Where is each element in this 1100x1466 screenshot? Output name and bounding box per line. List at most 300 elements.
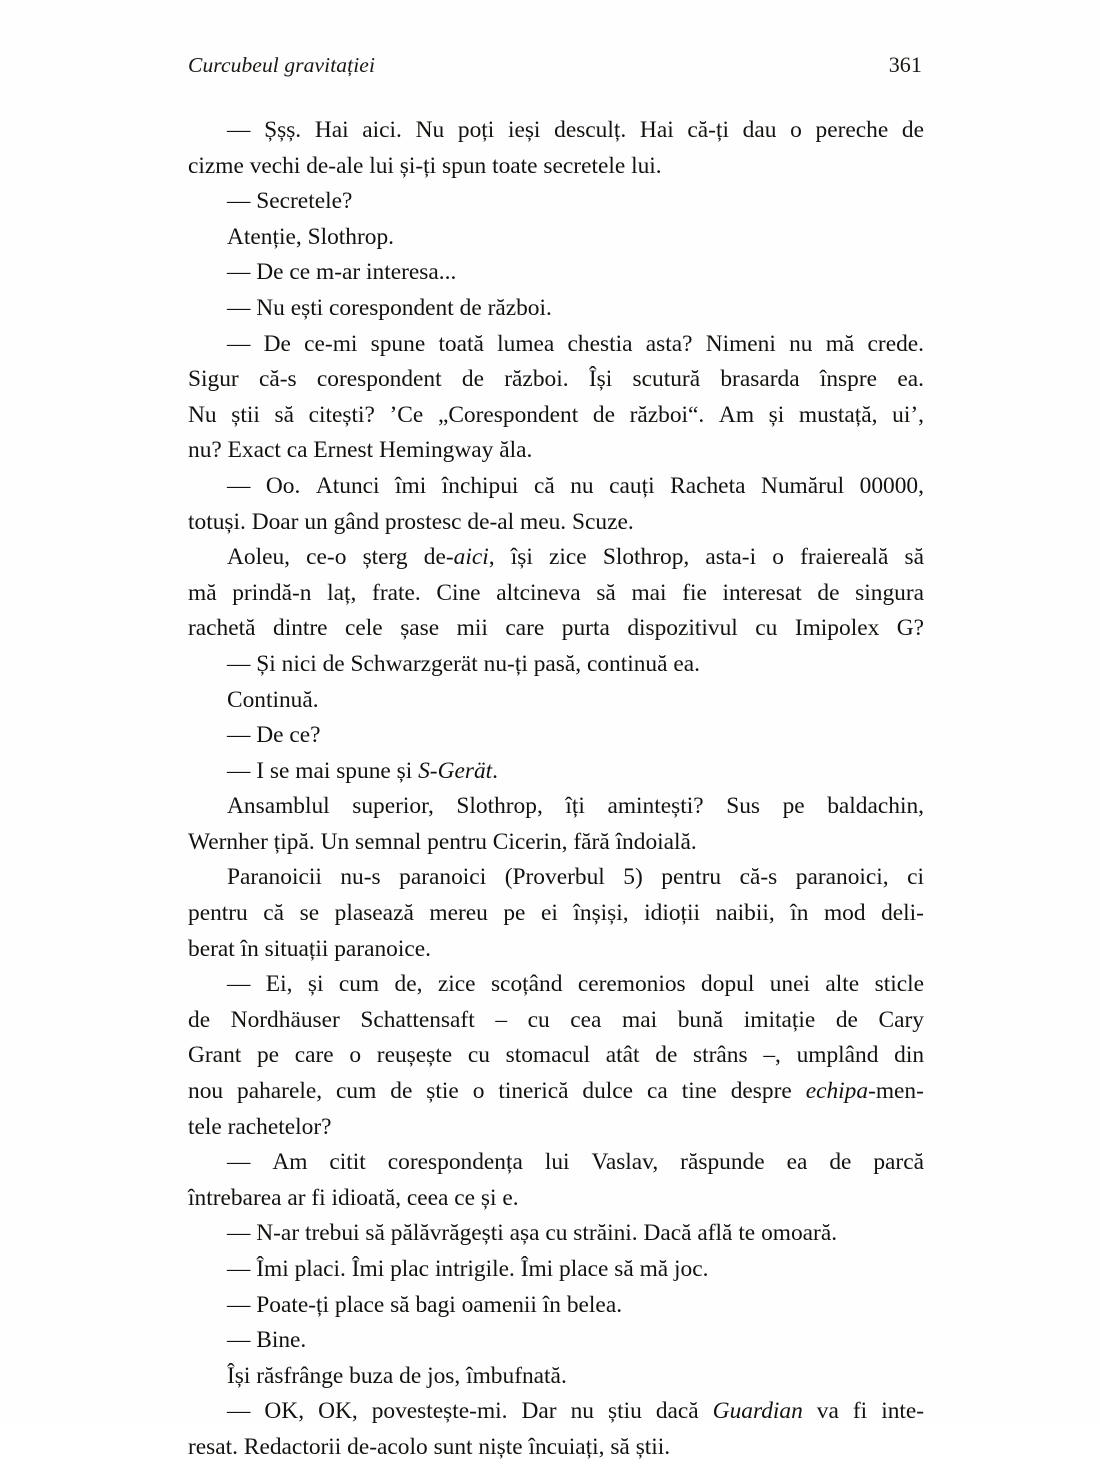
text-word: de: [322, 650, 345, 677]
text-word: nu?: [188, 437, 222, 464]
word-space: [878, 398, 893, 434]
word-space: [279, 1038, 295, 1074]
text-word: Slothrop.: [307, 223, 394, 250]
text-word: Imipolex: [794, 615, 880, 642]
text-word: mă: [639, 1256, 669, 1282]
text-word: o: [472, 1078, 485, 1105]
text-line: [188, 789, 924, 825]
text-word: se: [299, 900, 320, 927]
text-word: de: [459, 294, 482, 321]
text-word: desculț.: [554, 117, 627, 143]
word-space: [700, 896, 716, 932]
text-line: [188, 576, 924, 612]
text-word: bună: [677, 1006, 724, 1033]
text-word: Îmi: [256, 1256, 289, 1282]
line-text: [227, 687, 319, 713]
text-word: —: [227, 294, 251, 321]
emphasis: Guardian: [712, 1398, 803, 1425]
text-word: tine: [681, 1078, 717, 1105]
text-word: Aoleu,: [227, 544, 291, 571]
text-word: îndoială.: [615, 828, 697, 855]
word-space: [304, 1394, 318, 1430]
text-line: [188, 896, 924, 932]
text-word: meu.: [520, 508, 567, 535]
word-space: [361, 1038, 377, 1074]
text-word: ea.: [673, 650, 700, 677]
text-word: fi: [852, 1398, 868, 1425]
text-word: că: [263, 900, 285, 927]
word-space: [717, 1074, 731, 1110]
text-word: ca: [647, 1078, 668, 1105]
text-line: [188, 967, 924, 1003]
text-word: —: [227, 971, 251, 998]
emphasis: S-Gerät: [418, 757, 493, 784]
text-line: [188, 149, 924, 185]
text-word: o: [772, 544, 784, 571]
text-word: îți: [565, 793, 585, 820]
text-word: răspunde: [680, 1149, 765, 1176]
word-space: [223, 1074, 237, 1110]
text-word: citești?: [308, 401, 375, 428]
word-space: [554, 327, 567, 363]
word-space: [322, 1074, 336, 1110]
text-word: de: [390, 1078, 413, 1105]
word-space: [380, 469, 396, 505]
word-space: [557, 1394, 571, 1430]
text-word: Sigur: [188, 366, 239, 393]
paragraph-indent: [188, 967, 227, 1003]
text-word: că-ți: [687, 117, 729, 143]
text-word: joc.: [674, 1256, 709, 1282]
word-space: [550, 1003, 571, 1039]
word-space: [421, 576, 437, 612]
word-space: [488, 896, 504, 932]
text-word: ce: [289, 259, 311, 286]
text-word: ești: [290, 294, 324, 321]
text-word: pe: [782, 793, 805, 820]
word-space: [408, 540, 424, 576]
text-word: N-ar: [256, 1220, 300, 1247]
text-word: Am: [718, 401, 755, 428]
word-space: [300, 469, 316, 505]
word-space: [700, 362, 720, 398]
text-word: vechi: [249, 152, 301, 179]
text-word: Grant: [188, 1042, 242, 1069]
word-space: [668, 1074, 682, 1110]
word-space: [425, 327, 438, 363]
text-word: o: [790, 117, 802, 143]
text-word: OK,: [264, 1398, 305, 1425]
word-space: [616, 576, 632, 612]
text-word: înșiși,: [573, 900, 629, 927]
word-space: [803, 1394, 817, 1430]
word-space: [495, 540, 511, 576]
word-space: [704, 789, 727, 825]
text-line: [188, 220, 924, 256]
text-word: lui.: [631, 152, 662, 179]
text-word: Un: [320, 828, 350, 855]
text-word: cu: [545, 1220, 568, 1247]
line-text: [227, 1292, 622, 1318]
line-text: [188, 936, 431, 962]
text-word: de-acolo: [347, 1433, 428, 1460]
text-word: dopul: [701, 971, 755, 998]
text-word: țipă.: [273, 828, 315, 855]
word-space: [632, 327, 645, 363]
text-word: se: [269, 757, 290, 784]
text-word: amintești?: [607, 793, 704, 820]
text-word: singura: [855, 579, 925, 606]
text-word: că-s: [739, 864, 778, 891]
text-word: atât: [605, 1042, 640, 1069]
text-word: Nimeni: [705, 330, 776, 357]
text-line: [188, 647, 924, 683]
text-line: [188, 1003, 924, 1039]
line-text: [188, 1114, 332, 1140]
text-word: secretele: [543, 152, 626, 179]
word-space: [210, 1003, 231, 1039]
text-line: [188, 1110, 924, 1146]
word-space: [217, 398, 232, 434]
text-word: asta-i: [705, 544, 757, 571]
word-space: [777, 860, 796, 896]
text-word: de-al: [467, 508, 515, 535]
text-word: își: [510, 544, 533, 571]
word-space: [776, 327, 789, 363]
text-word: povestește-mi.: [371, 1398, 508, 1425]
word-space: [802, 113, 816, 149]
text-word: zice: [437, 971, 476, 998]
word-space: [594, 1394, 608, 1430]
text-line: [188, 184, 924, 220]
text-word: și: [768, 401, 785, 428]
text-word: va: [816, 1398, 839, 1425]
text-word: Scuze.: [572, 508, 634, 535]
text-word: te: [738, 1220, 756, 1247]
text-word: umplând: [796, 1042, 879, 1069]
word-space: [745, 469, 761, 505]
word-space: [459, 1074, 473, 1110]
text-word: dacă: [655, 1398, 699, 1425]
word-space: [346, 540, 362, 576]
text-line: [188, 291, 924, 327]
text-word: Slothrop,: [602, 544, 690, 571]
text-word: spun: [442, 152, 487, 179]
text-word: berat: [188, 935, 235, 962]
text-word: Își: [588, 366, 613, 393]
line-text: [227, 1327, 306, 1353]
paragraph-indent: [188, 327, 227, 363]
text-word: nici: [281, 650, 317, 677]
text-line: [188, 1288, 924, 1324]
text-word: Dar: [521, 1398, 557, 1425]
running-head-title: Curcubeul gravitației: [188, 53, 376, 77]
text-word: plasează: [334, 900, 414, 927]
text-word: ar: [287, 1184, 306, 1211]
word-space: [643, 860, 662, 896]
word-space: [569, 362, 589, 398]
text-word: pentru: [661, 864, 722, 891]
line-text: [227, 259, 456, 285]
text-word: ce-o: [306, 544, 347, 571]
text-word: Dacă: [643, 1220, 692, 1247]
word-space: [494, 113, 508, 149]
word-space: [284, 896, 300, 932]
text-word: Ei,: [265, 971, 293, 998]
text-word: corespondent: [316, 366, 442, 393]
paragraph-indent: [188, 540, 227, 576]
word-space: [376, 1074, 390, 1110]
text-word: Îmi: [351, 1256, 385, 1282]
word-space: [250, 113, 264, 149]
text-line: [188, 255, 924, 291]
text-line: [188, 1430, 924, 1466]
text-word: buza: [349, 1362, 394, 1389]
word-space: [699, 1394, 713, 1430]
text-word: dau: [742, 117, 777, 143]
text-word: ui’,: [892, 401, 924, 428]
word-space: [807, 1145, 829, 1181]
text-word: —: [227, 330, 251, 357]
text-line: [188, 860, 924, 896]
text-word: Hemingway: [379, 437, 494, 464]
line-text: [227, 188, 352, 214]
text-word: Cine: [436, 579, 481, 606]
text-word: cizme: [188, 152, 244, 179]
word-space: [840, 576, 856, 612]
text-word: paharele,: [237, 1078, 323, 1105]
text-word: place: [334, 1291, 385, 1318]
word-space: [839, 1394, 853, 1430]
text-word: Hai: [314, 117, 349, 143]
text-word: Hai: [639, 117, 674, 143]
text-word: omoară.: [761, 1220, 838, 1247]
text-word: așa: [509, 1220, 540, 1247]
word-space: [490, 1038, 506, 1074]
text-word: rachetelor?: [227, 1113, 332, 1140]
text-word: mod: [823, 900, 866, 927]
text-line: [188, 113, 924, 149]
word-space: [658, 1145, 680, 1181]
word-space: [239, 362, 259, 398]
text-word: parcă: [873, 1149, 924, 1176]
text-word: echipa-men-: [805, 1078, 924, 1105]
text-word: fie: [682, 579, 707, 606]
text-word: care: [294, 1042, 334, 1069]
text-line: [188, 1252, 924, 1288]
text-word: străini.: [573, 1220, 638, 1247]
text-word: De: [256, 259, 284, 286]
text-word: citit: [329, 1149, 366, 1176]
paragraph-indent: [188, 113, 227, 149]
text-word: ci: [907, 864, 925, 891]
text-word: pe: [256, 1042, 280, 1069]
text-word: ca: [286, 437, 308, 464]
text-word: mii: [456, 615, 488, 642]
text-word: baldachin,: [827, 793, 925, 820]
word-space: [294, 398, 309, 434]
text-word: –,: [763, 1042, 781, 1069]
word-space: [578, 398, 593, 434]
text-word: 00000,: [859, 472, 924, 499]
word-space: [366, 1145, 388, 1181]
word-space: [756, 540, 772, 576]
word-space: [612, 362, 632, 398]
word-space: [543, 789, 566, 825]
text-word: corespondența: [387, 1149, 523, 1176]
word-space: [610, 611, 627, 647]
word-space: [594, 469, 610, 505]
text-word: de: [901, 117, 924, 143]
text-word: rachetă: [188, 615, 256, 642]
text-line: [188, 469, 924, 505]
text-word: de: [655, 1042, 678, 1069]
word-space: [805, 789, 828, 825]
text-word: intrigile.: [434, 1256, 515, 1282]
text-word: naibii,: [715, 900, 775, 927]
text-word: în: [542, 1291, 561, 1318]
text-word: știu: [608, 1398, 642, 1425]
word-space: [558, 896, 574, 932]
text-word: dispozitivul: [627, 615, 738, 642]
word-space: [777, 611, 794, 647]
text-word: ’Ce: [389, 401, 424, 428]
word-space: [667, 576, 683, 612]
text-word: Nordhäuser: [230, 1006, 340, 1033]
word-space: [250, 469, 266, 505]
text-word: —: [227, 1327, 251, 1354]
word-space: [423, 398, 438, 434]
text-word: OK,: [318, 1398, 358, 1425]
word-space: [674, 113, 688, 149]
text-word: ea: [786, 1149, 808, 1176]
text-word: Secretele?: [256, 188, 353, 215]
text-word: resat.: [188, 1433, 239, 1460]
word-space: [422, 967, 437, 1003]
word-space: [426, 469, 442, 505]
text-line: [188, 540, 924, 576]
text-word: de: [461, 366, 484, 393]
text-word: știi.: [635, 1433, 671, 1460]
text-word: —: [227, 757, 251, 784]
emphasis: aici: [453, 544, 489, 571]
text-word: cu: [527, 1006, 550, 1033]
word-space: [484, 327, 497, 363]
word-space: [562, 967, 577, 1003]
word-space: [626, 113, 640, 149]
word-space: [357, 327, 370, 363]
text-word: îmbufnată.: [466, 1362, 567, 1389]
text-word: care: [505, 615, 545, 642]
text-line: [188, 611, 924, 647]
text-word: 5): [623, 864, 643, 891]
text-word: place: [559, 1256, 609, 1282]
word-space: [866, 896, 882, 932]
text-word: lumea: [497, 330, 555, 357]
text-word: de-aici,: [423, 544, 495, 571]
text-word: Cary: [878, 1006, 924, 1033]
text-word: superior,: [352, 793, 434, 820]
text-word: —: [227, 472, 251, 499]
word-space: [334, 1038, 350, 1074]
text-word: știi: [231, 401, 260, 428]
word-space: [381, 860, 400, 896]
word-space: [590, 1038, 606, 1074]
text-word: Continuă.: [227, 686, 319, 713]
text-word: de: [829, 1149, 852, 1176]
word-space: [879, 611, 896, 647]
word-space: [323, 967, 338, 1003]
text-word: jos,: [427, 1362, 461, 1389]
text-word: G?: [896, 615, 925, 642]
text-word: placi.: [294, 1256, 346, 1282]
text-word: război.: [487, 294, 552, 321]
paragraph-indent: [188, 860, 227, 896]
text-word: [713, 1394, 803, 1430]
text-line: [188, 1359, 924, 1395]
word-space: [475, 1003, 496, 1039]
word-space: [754, 967, 769, 1003]
word-space: [585, 789, 608, 825]
line-text: [227, 1363, 567, 1389]
word-space: [260, 398, 275, 434]
word-space: [439, 611, 456, 647]
text-word: —: [227, 259, 251, 286]
word-space: [815, 1003, 836, 1039]
text-line: [188, 1145, 924, 1181]
text-word: semnal: [355, 828, 422, 855]
word-space: [792, 1074, 806, 1110]
text-word: sunt: [433, 1433, 473, 1460]
word-space: [581, 576, 597, 612]
text-word: înspre: [819, 366, 878, 393]
word-space: [760, 789, 783, 825]
text-line: [188, 825, 924, 861]
word-space: [434, 789, 457, 825]
text-word: pasă,: [533, 650, 582, 677]
word-space: [784, 398, 799, 434]
text-word: S-Gerät.: [418, 757, 499, 784]
word-space: [784, 540, 800, 576]
text-word: în: [790, 900, 809, 927]
text-word: situații: [264, 935, 329, 962]
word-space: [292, 967, 307, 1003]
text-word: Racheta: [670, 472, 746, 499]
word-space: [484, 362, 504, 398]
text-word: închipui: [441, 472, 519, 499]
text-line: [188, 1394, 924, 1430]
word-space: [358, 1394, 372, 1430]
line-text: [188, 1434, 670, 1460]
text-word: —: [227, 1220, 251, 1247]
text-word: război“.: [629, 401, 705, 428]
text-word: fără: [573, 828, 610, 855]
text-word: Nu: [188, 401, 217, 428]
text-word: Paranoicii: [227, 864, 322, 891]
word-space: [291, 327, 304, 363]
word-space: [854, 327, 867, 363]
text-word: poți: [457, 117, 495, 143]
text-word: —: [227, 1398, 251, 1425]
text-word: e.: [502, 1184, 519, 1211]
text-word: de: [835, 1006, 858, 1033]
text-line: [188, 505, 924, 541]
word-space: [250, 327, 263, 363]
text-word: —: [227, 1256, 251, 1282]
text-word: aici.: [362, 117, 402, 143]
text-word: îmi: [395, 472, 427, 499]
word-space: [692, 327, 705, 363]
